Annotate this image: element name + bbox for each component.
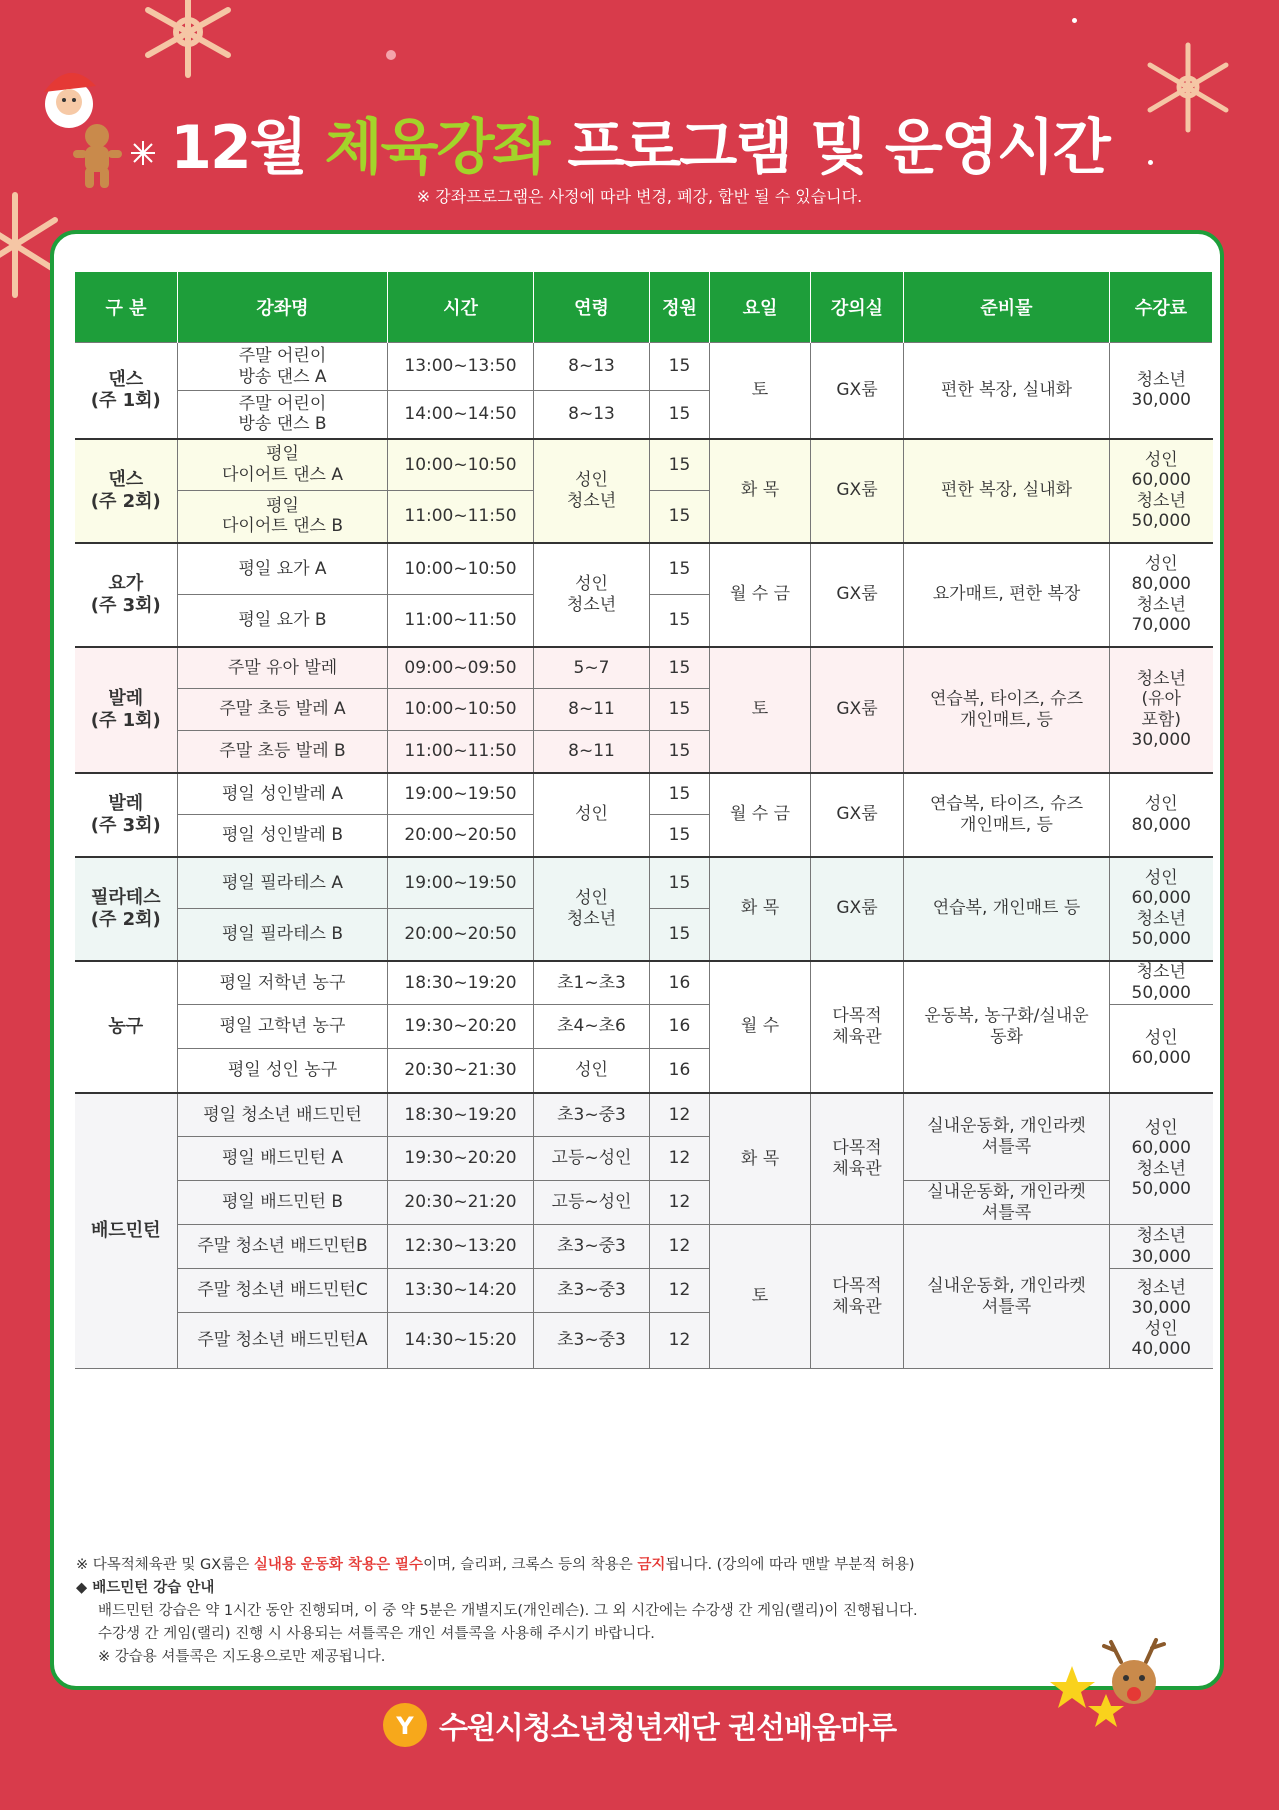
svg-text:Y: Y [396, 1712, 414, 1740]
supplies-cell: 실내운동화, 개인라켓 셔틀콕 [904, 1181, 1110, 1225]
day-cell: 화 목 [710, 439, 811, 543]
course-name-cell: 평일 성인발레 A [178, 773, 388, 815]
category-cell: 농구 [75, 961, 178, 1093]
capacity-cell: 12 [650, 1093, 710, 1137]
day-cell: 월 수 [710, 961, 811, 1093]
course-name-cell: 주말 초등 발레 B [178, 731, 388, 773]
capacity-cell: 15 [650, 391, 710, 439]
day-cell: 월 수 금 [710, 543, 811, 647]
age-cell: 성인 청소년 [534, 543, 650, 647]
capacity-cell: 15 [650, 689, 710, 731]
table-row [75, 1093, 1213, 1137]
header-supplies: 준비물 [904, 272, 1110, 343]
table-body [75, 343, 1213, 1369]
time-cell: 20:00~20:50 [388, 815, 534, 857]
capacity-cell: 15 [650, 543, 710, 595]
course-name-cell: 평일 배드민턴 B [178, 1181, 388, 1225]
header-time: 시간 [388, 272, 534, 343]
capacity-cell: 15 [650, 647, 710, 689]
capacity-cell: 12 [650, 1313, 710, 1369]
supplies-cell: 실내운동화, 개인라켓 셔틀콕 [904, 1093, 1110, 1181]
time-cell: 14:00~14:50 [388, 391, 534, 439]
course-name-cell: 주말 청소년 배드민턴C [178, 1269, 388, 1313]
capacity-cell: 12 [650, 1225, 710, 1269]
category-cell: 댄스 (주 2회) [75, 439, 178, 543]
room-cell: GX룸 [811, 543, 904, 647]
course-name-cell: 평일 필라테스 B [178, 909, 388, 961]
age-cell: 초3~중3 [534, 1313, 650, 1369]
time-cell: 19:30~20:20 [388, 1137, 534, 1181]
title-highlight: 체육강좌 [324, 113, 549, 183]
room-cell: GX룸 [811, 439, 904, 543]
supplies-cell: 연습복, 개인매트 등 [904, 857, 1110, 961]
fee-cell: 청소년 30,000 성인 40,000 [1110, 1269, 1213, 1369]
supplies-cell: 연습복, 타이즈, 슈즈 개인매트, 등 [904, 773, 1110, 857]
table-row [75, 647, 1213, 689]
note-emphasis: 금지 [637, 1557, 666, 1573]
fee-cell: 성인 80,000 [1110, 773, 1213, 857]
note-text: ※ 다목적체육관 및 GX룸은 [76, 1557, 254, 1573]
course-name-cell: 주말 청소년 배드민턴B [178, 1225, 388, 1269]
badminton-guide-line: 수강생 간 게임(랠리) 진행 시 사용되는 셔틀콕은 개인 셔틀콕을 사용해 주시기 바랍니다. [98, 1626, 655, 1642]
capacity-cell: 15 [650, 731, 710, 773]
course-name-cell: 평일 성인발레 B [178, 815, 388, 857]
course-name-cell: 평일 다이어트 댄스 B [178, 491, 388, 543]
room-cell: GX룸 [811, 857, 904, 961]
time-cell: 11:00~11:50 [388, 731, 534, 773]
course-name-cell: 평일 배드민턴 A [178, 1137, 388, 1181]
age-cell: 고등~성인 [534, 1181, 650, 1225]
note-text: 이며, 슬리퍼, 크록스 등의 착용은 [423, 1557, 638, 1573]
course-name-cell: 평일 요가 A [178, 543, 388, 595]
schedule-card [50, 230, 1224, 1690]
time-cell: 10:00~10:50 [388, 543, 534, 595]
dress-code-note [76, 1554, 1206, 1577]
age-cell: 초3~중3 [534, 1225, 650, 1269]
course-name-cell: 주말 유아 발레 [178, 647, 388, 689]
day-cell: 월 수 금 [710, 773, 811, 857]
time-cell: 20:30~21:20 [388, 1181, 534, 1225]
age-cell: 5~7 [534, 647, 650, 689]
fee-cell: 청소년 30,000 [1110, 343, 1213, 439]
header-course: 강좌명 [178, 272, 388, 343]
supplies-cell: 요가매트, 편한 복장 [904, 543, 1110, 647]
age-cell: 초3~중3 [534, 1269, 650, 1313]
day-cell: 화 목 [710, 1093, 811, 1225]
table-header-row [75, 272, 1213, 343]
table-row [75, 543, 1213, 595]
age-cell: 성인 [534, 1049, 650, 1093]
header-age: 연령 [534, 272, 650, 343]
title-month: 12월 [170, 113, 325, 183]
page-title [0, 100, 1279, 186]
dot-decoration [386, 50, 396, 60]
header-fee: 수강료 [1110, 272, 1213, 343]
time-cell: 19:30~20:20 [388, 1005, 534, 1049]
badminton-guide-title: ◆ 배드민턴 강습 안내 [76, 1580, 215, 1596]
capacity-cell: 15 [650, 815, 710, 857]
fee-cell: 청소년 (유아 포함) 30,000 [1110, 647, 1213, 773]
table-row [75, 1181, 1213, 1225]
time-cell: 14:30~15:20 [388, 1313, 534, 1369]
note-text: 됩니다. (강의에 따라 맨발 부분적 허용) [665, 1557, 915, 1573]
dot-decoration [1072, 18, 1077, 23]
schedule-table [74, 272, 1213, 1369]
time-cell: 10:00~10:50 [388, 689, 534, 731]
age-cell: 고등~성인 [534, 1137, 650, 1181]
header-capacity: 정원 [650, 272, 710, 343]
capacity-cell: 12 [650, 1181, 710, 1225]
capacity-cell: 12 [650, 1269, 710, 1313]
supplies-cell: 실내운동화, 개인라켓 셔틀콕 [904, 1225, 1110, 1369]
organization-name: 수원시청소년청년재단 권선배움마루 [438, 1711, 897, 1746]
table-row [75, 343, 1213, 391]
age-cell: 초4~초6 [534, 1005, 650, 1049]
capacity-cell: 15 [650, 773, 710, 815]
room-cell: 다목적 체육관 [811, 961, 904, 1093]
day-cell: 화 목 [710, 857, 811, 961]
time-cell: 13:00~13:50 [388, 343, 534, 391]
course-name-cell: 평일 저학년 농구 [178, 961, 388, 1005]
footer [0, 1703, 1279, 1763]
header-room: 강의실 [811, 272, 904, 343]
notes-section [76, 1554, 1206, 1669]
category-cell: 댄스 (주 1회) [75, 343, 178, 439]
capacity-cell: 16 [650, 1049, 710, 1093]
time-cell: 20:00~20:50 [388, 909, 534, 961]
supplies-cell: 편한 복장, 실내화 [904, 343, 1110, 439]
course-name-cell: 평일 필라테스 A [178, 857, 388, 909]
day-cell: 토 [710, 647, 811, 773]
fee-cell: 성인 60,000 청소년 50,000 [1110, 1093, 1213, 1225]
time-cell: 18:30~19:20 [388, 961, 534, 1005]
category-cell: 배드민턴 [75, 1093, 178, 1369]
room-cell: GX룸 [811, 343, 904, 439]
age-cell: 8~11 [534, 731, 650, 773]
page-subtitle: ※ 강좌프로그램은 사정에 따라 변경, 폐강, 합반 될 수 있습니다. [416, 187, 863, 206]
course-name-cell: 주말 초등 발레 A [178, 689, 388, 731]
day-cell: 토 [710, 343, 811, 439]
time-cell: 10:00~10:50 [388, 439, 534, 491]
supplies-cell: 편한 복장, 실내화 [904, 439, 1110, 543]
header-day: 요일 [710, 272, 811, 343]
day-cell: 토 [710, 1225, 811, 1369]
course-name-cell: 평일 고학년 농구 [178, 1005, 388, 1049]
category-cell: 발레 (주 1회) [75, 647, 178, 773]
category-cell: 필라테스 (주 2회) [75, 857, 178, 961]
fee-cell: 청소년 50,000 [1110, 961, 1213, 1005]
age-cell: 8~11 [534, 689, 650, 731]
fee-cell: 성인 60,000 청소년 50,000 [1110, 857, 1213, 961]
time-cell: 19:00~19:50 [388, 857, 534, 909]
age-cell: 초3~중3 [534, 1093, 650, 1137]
time-cell: 11:00~11:50 [388, 491, 534, 543]
table-row [75, 961, 1213, 1005]
time-cell: 09:00~09:50 [388, 647, 534, 689]
room-cell: 다목적 체육관 [811, 1093, 904, 1225]
fee-cell: 성인 60,000 [1110, 1005, 1213, 1093]
note-emphasis: 실내용 운동화 착용은 필수 [253, 1557, 424, 1573]
snowflake-icon [128, 0, 248, 80]
age-cell: 8~13 [534, 343, 650, 391]
capacity-cell: 12 [650, 1137, 710, 1181]
capacity-cell: 15 [650, 491, 710, 543]
time-cell: 18:30~19:20 [388, 1093, 534, 1137]
capacity-cell: 16 [650, 1005, 710, 1049]
table-row [75, 773, 1213, 815]
title-rest: 프로그램 및 운영시간 [548, 113, 1109, 183]
capacity-cell: 15 [650, 909, 710, 961]
age-cell: 8~13 [534, 391, 650, 439]
room-cell: 다목적 체육관 [811, 1225, 904, 1369]
category-cell: 발레 (주 3회) [75, 773, 178, 857]
supplies-cell: 운동복, 농구화/실내운 동화 [904, 961, 1110, 1093]
course-name-cell: 평일 성인 농구 [178, 1049, 388, 1093]
course-name-cell: 평일 다이어트 댄스 A [178, 439, 388, 491]
time-cell: 13:30~14:20 [388, 1269, 534, 1313]
category-cell: 요가 (주 3회) [75, 543, 178, 647]
room-cell: GX룸 [811, 773, 904, 857]
capacity-cell: 16 [650, 961, 710, 1005]
capacity-cell: 15 [650, 857, 710, 909]
table-row [75, 857, 1213, 909]
age-cell: 성인 [534, 773, 650, 857]
age-cell: 성인 청소년 [534, 439, 650, 543]
time-cell: 19:00~19:50 [388, 773, 534, 815]
course-name-cell: 평일 요가 B [178, 595, 388, 647]
capacity-cell: 15 [650, 595, 710, 647]
room-cell: GX룸 [811, 647, 904, 773]
badminton-guide-line: 배드민턴 강습은 약 1시간 동안 진행되며, 이 중 약 5분은 개별지도(개인레슨). 그 외 시간에는 수강생 간 게임(랠리)이 진행됩니다. [98, 1603, 918, 1619]
age-cell: 성인 청소년 [534, 857, 650, 961]
table-row [75, 439, 1213, 491]
time-cell: 12:30~13:20 [388, 1225, 534, 1269]
fee-cell: 성인 80,000 청소년 70,000 [1110, 543, 1213, 647]
time-cell: 11:00~11:50 [388, 595, 534, 647]
badminton-guide-line: ※ 강습용 셔틀콕은 지도용으로만 제공됩니다. [98, 1649, 386, 1665]
course-name-cell: 평일 청소년 배드민턴 [178, 1093, 388, 1137]
course-name-cell: 주말 어린이 방송 댄스 B [178, 391, 388, 439]
fee-cell: 청소년 30,000 [1110, 1225, 1213, 1269]
capacity-cell: 15 [650, 439, 710, 491]
age-cell: 초1~초3 [534, 961, 650, 1005]
time-cell: 20:30~21:30 [388, 1049, 534, 1093]
table-row [75, 1225, 1213, 1269]
header-category: 구 분 [75, 272, 178, 343]
supplies-cell: 연습복, 타이즈, 슈즈 개인매트, 등 [904, 647, 1110, 773]
foundation-logo-icon [383, 1703, 427, 1747]
course-name-cell: 주말 청소년 배드민턴A [178, 1313, 388, 1369]
capacity-cell: 15 [650, 343, 710, 391]
fee-cell: 성인 60,000 청소년 50,000 [1110, 439, 1213, 543]
course-name-cell: 주말 어린이 방송 댄스 A [178, 343, 388, 391]
